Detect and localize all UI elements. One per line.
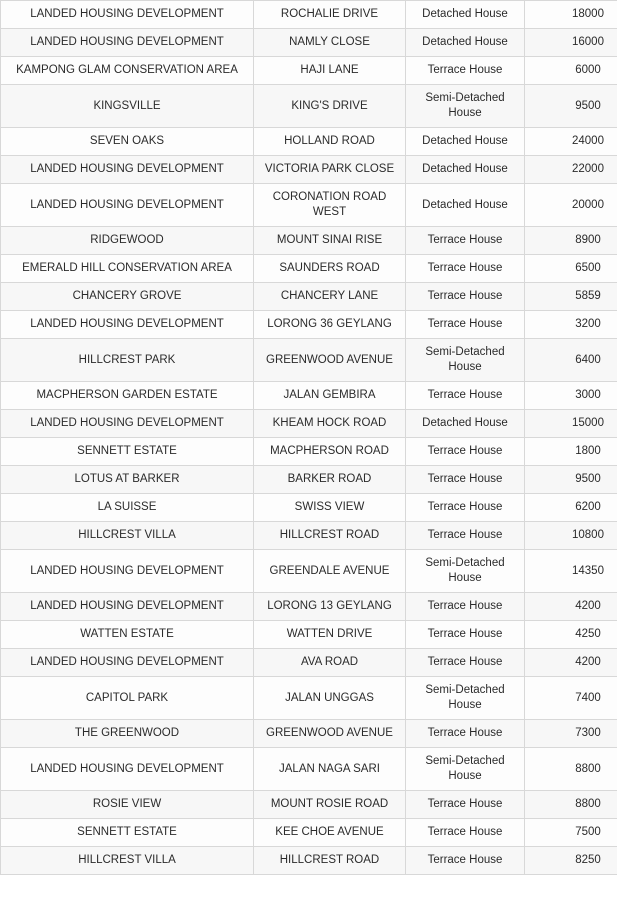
- table-row[interactable]: [1, 57, 617, 85]
- cell-property-type: Terrace House: [406, 283, 525, 311]
- cell-project-name: LANDED HOUSING DEVELOPMENT: [1, 156, 254, 184]
- cell-property-type: Detached House: [406, 128, 525, 156]
- cell-area: 7500: [525, 819, 617, 847]
- cell-property-type: Terrace House: [406, 819, 525, 847]
- cell-area: 4250: [525, 621, 617, 649]
- cell-area: 14350: [525, 550, 617, 593]
- table-row[interactable]: [1, 847, 617, 875]
- cell-street-name: JALAN UNGGAS: [254, 677, 406, 720]
- cell-property-type: Detached House: [406, 410, 525, 438]
- cell-area: 18000: [525, 1, 617, 29]
- cell-project-name: EMERALD HILL CONSERVATION AREA: [1, 255, 254, 283]
- table-row[interactable]: [1, 128, 617, 156]
- table-row[interactable]: [1, 311, 617, 339]
- cell-property-type: Terrace House: [406, 791, 525, 819]
- cell-street-name: KEE CHOE AVENUE: [254, 819, 406, 847]
- cell-street-name: HILLCREST ROAD: [254, 522, 406, 550]
- cell-property-type: Terrace House: [406, 593, 525, 621]
- cell-project-name: HILLCREST VILLA: [1, 847, 254, 875]
- cell-area: 9500: [525, 466, 617, 494]
- table-row[interactable]: [1, 593, 617, 621]
- cell-area: 24000: [525, 128, 617, 156]
- cell-area: 8900: [525, 227, 617, 255]
- cell-project-name: RIDGEWOOD: [1, 227, 254, 255]
- cell-area: 5859: [525, 283, 617, 311]
- cell-project-name: LANDED HOUSING DEVELOPMENT: [1, 184, 254, 227]
- cell-property-type: Semi-Detached House: [406, 748, 525, 791]
- cell-property-type: Terrace House: [406, 255, 525, 283]
- cell-street-name: NAMLY CLOSE: [254, 29, 406, 57]
- table-row[interactable]: [1, 85, 617, 128]
- property-table-body: [1, 1, 617, 875]
- cell-street-name: GREENWOOD AVENUE: [254, 339, 406, 382]
- cell-project-name: KINGSVILLE: [1, 85, 254, 128]
- cell-street-name: MACPHERSON ROAD: [254, 438, 406, 466]
- cell-project-name: LA SUISSE: [1, 494, 254, 522]
- table-row[interactable]: [1, 283, 617, 311]
- cell-street-name: HILLCREST ROAD: [254, 847, 406, 875]
- cell-area: 8800: [525, 791, 617, 819]
- cell-property-type: Semi-Detached House: [406, 85, 525, 128]
- cell-street-name: HOLLAND ROAD: [254, 128, 406, 156]
- cell-street-name: LORONG 36 GEYLANG: [254, 311, 406, 339]
- cell-street-name: ROCHALIE DRIVE: [254, 1, 406, 29]
- cell-property-type: Semi-Detached House: [406, 550, 525, 593]
- table-row[interactable]: [1, 550, 617, 593]
- cell-area: 7400: [525, 677, 617, 720]
- table-row[interactable]: [1, 748, 617, 791]
- cell-property-type: Terrace House: [406, 649, 525, 677]
- cell-project-name: CAPITOL PARK: [1, 677, 254, 720]
- table-row[interactable]: [1, 791, 617, 819]
- cell-project-name: KAMPONG GLAM CONSERVATION AREA: [1, 57, 254, 85]
- cell-street-name: KING'S DRIVE: [254, 85, 406, 128]
- cell-property-type: Semi-Detached House: [406, 339, 525, 382]
- cell-area: 3200: [525, 311, 617, 339]
- cell-project-name: LANDED HOUSING DEVELOPMENT: [1, 649, 254, 677]
- cell-property-type: Terrace House: [406, 847, 525, 875]
- cell-property-type: Terrace House: [406, 494, 525, 522]
- cell-project-name: LANDED HOUSING DEVELOPMENT: [1, 29, 254, 57]
- cell-area: 20000: [525, 184, 617, 227]
- cell-project-name: SEVEN OAKS: [1, 128, 254, 156]
- cell-street-name: HAJI LANE: [254, 57, 406, 85]
- cell-project-name: LANDED HOUSING DEVELOPMENT: [1, 550, 254, 593]
- cell-property-type: Semi-Detached House: [406, 677, 525, 720]
- cell-project-name: THE GREENWOOD: [1, 720, 254, 748]
- cell-street-name: MOUNT SINAI RISE: [254, 227, 406, 255]
- cell-street-name: GREENDALE AVENUE: [254, 550, 406, 593]
- cell-property-type: Terrace House: [406, 466, 525, 494]
- table-row[interactable]: [1, 522, 617, 550]
- table-row[interactable]: [1, 29, 617, 57]
- cell-area: 3000: [525, 382, 617, 410]
- cell-street-name: CORONATION ROAD WEST: [254, 184, 406, 227]
- cell-property-type: Terrace House: [406, 227, 525, 255]
- cell-area: 6200: [525, 494, 617, 522]
- cell-property-type: Detached House: [406, 29, 525, 57]
- cell-project-name: LOTUS AT BARKER: [1, 466, 254, 494]
- cell-property-type: Terrace House: [406, 57, 525, 85]
- cell-project-name: LANDED HOUSING DEVELOPMENT: [1, 748, 254, 791]
- cell-project-name: LANDED HOUSING DEVELOPMENT: [1, 1, 254, 29]
- table-row[interactable]: [1, 438, 617, 466]
- table-row[interactable]: [1, 649, 617, 677]
- cell-project-name: ROSIE VIEW: [1, 791, 254, 819]
- cell-area: 10800: [525, 522, 617, 550]
- table-row[interactable]: [1, 720, 617, 748]
- cell-street-name: CHANCERY LANE: [254, 283, 406, 311]
- cell-street-name: GREENWOOD AVENUE: [254, 720, 406, 748]
- table-row[interactable]: [1, 494, 617, 522]
- cell-property-type: Terrace House: [406, 720, 525, 748]
- cell-property-type: Terrace House: [406, 621, 525, 649]
- cell-project-name: HILLCREST PARK: [1, 339, 254, 382]
- cell-project-name: WATTEN ESTATE: [1, 621, 254, 649]
- cell-street-name: JALAN NAGA SARI: [254, 748, 406, 791]
- table-row[interactable]: [1, 466, 617, 494]
- cell-project-name: LANDED HOUSING DEVELOPMENT: [1, 593, 254, 621]
- cell-street-name: LORONG 13 GEYLANG: [254, 593, 406, 621]
- cell-area: 15000: [525, 410, 617, 438]
- cell-area: 16000: [525, 29, 617, 57]
- cell-area: 4200: [525, 593, 617, 621]
- cell-project-name: HILLCREST VILLA: [1, 522, 254, 550]
- table-row[interactable]: [1, 339, 617, 382]
- cell-property-type: Detached House: [406, 156, 525, 184]
- cell-property-type: Detached House: [406, 184, 525, 227]
- cell-street-name: SAUNDERS ROAD: [254, 255, 406, 283]
- cell-property-type: Terrace House: [406, 438, 525, 466]
- cell-area: 4200: [525, 649, 617, 677]
- cell-area: 6000: [525, 57, 617, 85]
- cell-area: 6400: [525, 339, 617, 382]
- table-row[interactable]: [1, 382, 617, 410]
- table-row[interactable]: [1, 677, 617, 720]
- cell-area: 6500: [525, 255, 617, 283]
- cell-project-name: MACPHERSON GARDEN ESTATE: [1, 382, 254, 410]
- table-row[interactable]: [1, 410, 617, 438]
- table-row[interactable]: [1, 1, 617, 29]
- cell-street-name: KHEAM HOCK ROAD: [254, 410, 406, 438]
- cell-street-name: AVA ROAD: [254, 649, 406, 677]
- cell-street-name: WATTEN DRIVE: [254, 621, 406, 649]
- cell-project-name: SENNETT ESTATE: [1, 438, 254, 466]
- cell-property-type: Terrace House: [406, 522, 525, 550]
- cell-project-name: SENNETT ESTATE: [1, 819, 254, 847]
- table-row[interactable]: [1, 184, 617, 227]
- cell-street-name: SWISS VIEW: [254, 494, 406, 522]
- cell-project-name: CHANCERY GROVE: [1, 283, 254, 311]
- table-row[interactable]: [1, 156, 617, 184]
- table-row[interactable]: [1, 255, 617, 283]
- cell-street-name: JALAN GEMBIRA: [254, 382, 406, 410]
- table-row[interactable]: [1, 819, 617, 847]
- cell-project-name: LANDED HOUSING DEVELOPMENT: [1, 311, 254, 339]
- cell-area: 8800: [525, 748, 617, 791]
- cell-property-type: Terrace House: [406, 382, 525, 410]
- cell-area: 9500: [525, 85, 617, 128]
- cell-street-name: VICTORIA PARK CLOSE: [254, 156, 406, 184]
- cell-area: 8250: [525, 847, 617, 875]
- cell-project-name: LANDED HOUSING DEVELOPMENT: [1, 410, 254, 438]
- cell-property-type: Detached House: [406, 1, 525, 29]
- cell-area: 7300: [525, 720, 617, 748]
- cell-street-name: MOUNT ROSIE ROAD: [254, 791, 406, 819]
- table-row[interactable]: [1, 227, 617, 255]
- cell-property-type: Terrace House: [406, 311, 525, 339]
- cell-street-name: BARKER ROAD: [254, 466, 406, 494]
- cell-area: 22000: [525, 156, 617, 184]
- table-row[interactable]: [1, 621, 617, 649]
- cell-area: 1800: [525, 438, 617, 466]
